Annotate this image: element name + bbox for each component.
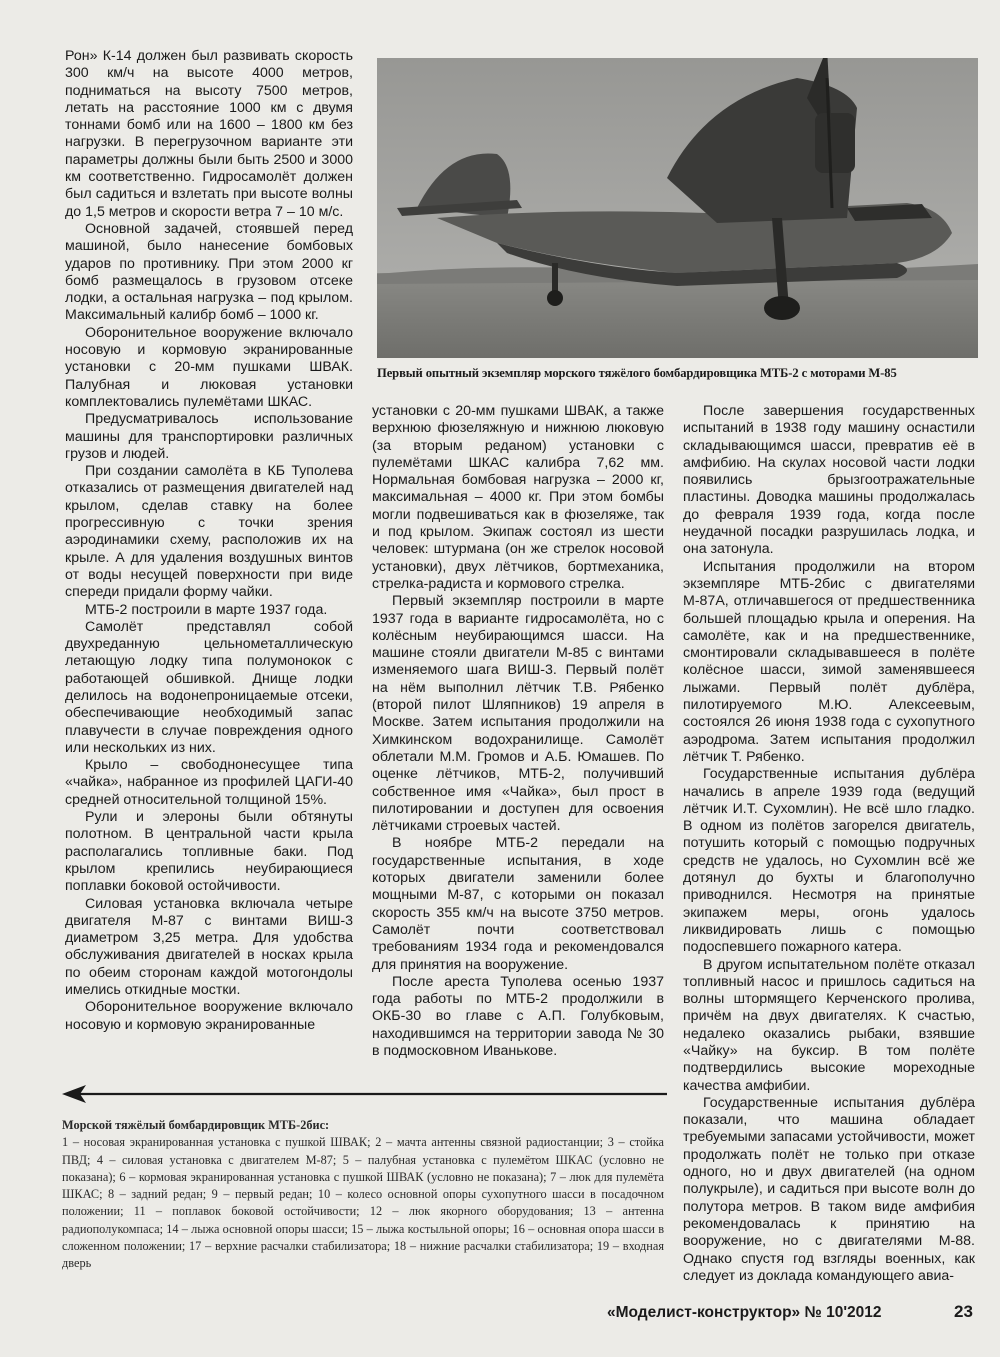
- text-column-middle: [372, 403, 664, 1060]
- paragraph: Рон» К-14 должен был развивать скорость 300 км/ч на высоте 4000 метров, подниматься на высоту 7500 метров, летать на расстояние 1000 км с двумя тоннами бомб или на 1600 – 1800 км без нагрузки. В перегрузочном варианте эти параметры должны были быть 2500 и 3000 км соответственно. Гидросамолёт должен был садиться и взлетать при высоте волны до 1,5 метров и скорости ветра 7 – 10 м/с.: [65, 48, 353, 220]
- paragraph: Государственные испытания дублёра начались в апреле 1939 года (ведущий лётчик И.Т. Сухомлин). Не всё шло гладко. В одном из полётов загорелся двигатель, потушить который с помощью подручных средств не удалось, но Сухомлин всё же дотянул до бухты и благополучно приводнился. Несмотря на принятые экипажем меры, огонь удалось ликвидировать лишь с помощью подоспевшего пожарного катера.: [683, 766, 975, 956]
- photo-caption: Первый опытный экземпляр морского тяжёлого бомбардировщика МТБ-2 с моторами М-85: [377, 366, 897, 380]
- text-column-left: [65, 48, 353, 1034]
- legend-text: 1 – носовая экранированная установка с пушкой ШВАК; 2 – мачта антенны связной радиостанции; 3 – стойка ПВД; 4 – силовая установка с двигателем М-87; 5 – палубная установка с пулемётом ШКАС (условно не показана); 6 – кормовая экранированная установка с пушкой ШВАК (условно не показана); 7 – люк для пулемёта ШКАС; 8 – задний редан; 9 – первый редан; 10 – колесо основной опоры сухопутного шасси в посадочном положении; 11 – поплавок боковой остойчивости; 12 – люк якорного оборудования; 13 – антенна радиополукомпаса; 14 – лыжа основной опоры шасси; 15 – лыжа костыльной опоры; 16 – основная опора шасси в сложенном положении; 17 – верхние расчалки стабилизатора; 18 – нижние расчалки стабилизатора; 19 – входная дверь: [62, 1135, 664, 1271]
- page-number: 23: [954, 1302, 973, 1321]
- paragraph: После ареста Туполева осенью 1937 года работы по МТБ-2 продолжили в ОКБ-30 во главе с А.П. Голубковым, находившимся на территории завода № 30 в подмосковном Иванькове.: [372, 973, 664, 1059]
- paragraph: В ноябре МТБ-2 передали на государственные испытания, в ходе которых двигатели заменили более мощными М-87, с которыми он показал скорость 355 км/ч на высоте 3750 метров. Самолёт почти соответствовал требованиям 1934 года и рекомендовался для принятия на вооружение.: [372, 835, 664, 973]
- paragraph: При создании самолёта в КБ Туполева отказались от размещения двигателей над крылом, сделав ставку на более прогрессивную с точки зрения аэродинамики схему, расположив их на крыле. А для удаления воздушных винтов от воды несущей поверхности при виде спереди придали форму чайки.: [65, 463, 353, 601]
- paragraph: После завершения государственных испытаний в 1938 году машину оснастили складывающимся шасси, превратив её в амфибию. На скулах носовой части лодки появились брызгоотражательные пластины. Доводка машины продолжалась до февраля 1939 года, когда после неудачной посадки разрушилась лодка, и она затонула.: [683, 403, 975, 558]
- paragraph: Оборонительное вооружение включало носовую и кормовую экранированные установки с 20-мм пушками ШВАК. Палубная и люковая установки комплектовались пулемётами ШКАС.: [65, 324, 353, 410]
- left-arrow-icon: [60, 1082, 667, 1106]
- figure-legend: [62, 1117, 664, 1273]
- paragraph: Оборонительное вооружение включало носовую и кормовую экранированные: [65, 999, 353, 1033]
- paragraph: Силовая установка включала четыре двигателя М-87 с винтами ВИШ-3 диаметром 3,25 метра. Для удобства обслуживания двигателей в носках крыла по обеим сторонам каждой мотогондолы имелись откидные мостки.: [65, 895, 353, 999]
- paragraph: Предусматривалось использование машины для транспортировки различных грузов и людей.: [65, 411, 353, 462]
- paragraph: Первый экземпляр построили в марте 1937 года в варианте гидросамолёта, но с колёсным неубирающимся шасси. На машине стояли двигатели М-85 с винтами изменяемого шага ВИШ-3. Первый полёт на нём выполнил лётчик Т.В. Рябенко (второй пилот Шляпников) 19 апреля в Москве. Затем испытания продолжили на Химкинском водохранилище. Самолёт облетали М.М. Громов и А.Б. Юмашев. По оценке лётчиков, МТБ-2, получивший собственное имя «Чайка», был прост в пилотировании и доступен для освоения лётчиками строевых частей.: [372, 593, 664, 835]
- paragraph: МТБ-2 построили в марте 1937 года.: [85, 601, 328, 618]
- paragraph: Самолёт представлял собой двухреданную цельнометаллическую летающую лодку типа полумонокок с работающей обшивкой. Днище лодки делилось на водонепроницаемые отсеки, обеспечивающие необходимый запас плавучести в случае повреждения одного или нескольких из них.: [65, 618, 353, 756]
- aircraft-photo: [377, 58, 978, 358]
- magazine-footer: «Моделист-конструктор» № 10'2012: [607, 1304, 882, 1321]
- seaplane-illustration: [377, 58, 978, 358]
- paragraph: Основной задачей, стоявшей перед машиной, было нанесение бомбовых ударов по противнику. При этом 2000 кг бомб размещалось в грузовом отсеке лодки, а остальная нагрузка – под крылом. Максимальный калибр бомб – 1000 кг.: [65, 220, 353, 324]
- legend-title: Морской тяжёлый бомбардировщик МТБ-2бис:: [62, 1118, 330, 1132]
- paragraph: Рули и элероны были обтянуты полотном. В центральной части крыла располагались топливные баки. Под крылом крепились неубирающиеся поплавки боковой остойчивости.: [65, 809, 353, 895]
- text-column-right: [683, 403, 975, 1285]
- paragraph: В другом испытательном полёте отказал топливный насос и пришлось садиться на волны штормящего Керченского пролива, причём на двух двигателях. К счастью, недалеко оказались рыбаки, взявшие «Чайку» на буксир. В том полёте подтвердились высокие мореходные качества амфибии.: [683, 956, 975, 1094]
- paragraph: Испытания продолжили на втором экземпляре МТБ-2бис с двигателями М-87А, отличавшегося от предшественника большей площадью крыла и оперения. На самолёте, как и на предшественнике, смонтировали складывавшееся в полёте колёсное шасси, зимой заменявшееся лыжами. Первый полёт дублёра, пилотируемого М.Ю. Алексеевым, состоялся 26 июня 1938 года с сухопутного аэродрома. Затем испытания продолжил лётчик Т. Рябенко.: [683, 558, 975, 765]
- paragraph: Крыло – свободнонесущее типа «чайка», набранное из профилей ЦАГИ-40 средней относительной толщиной 15%.: [65, 757, 353, 808]
- paragraph: Государственные испытания дублёра показали, что машина обладает требуемыми запасами устойчивости, может продолжать полёт не только при отказе одного, но и двух двигателей (на одном полукрыле), и садиться при высоте волн до полутора метров. В таком виде амфибия рекомендовалась к принятию на вооружение, но с двигателями М-88. Однако спустя год взгляды военных, как следует из доклада командующего авиа-: [683, 1094, 975, 1284]
- paragraph: установки с 20-мм пушками ШВАК, а также верхнюю фюзеляжную и нижнюю люковую (за вторым реданом) установки с пулемётами ШКАС калибра 7,62 мм. Нормальная бомбовая нагрузка – 2000 кг, максимальная – 4000 кг. При этом бомбы могли подвешиваться как в фюзеляже, так и под крылом. Экипаж состоял из шести человек: штурмана (он же стрелок носовой установки), двух лётчиков, бортмеханика, стрелка-радиста и кормового стрелка.: [372, 403, 664, 592]
